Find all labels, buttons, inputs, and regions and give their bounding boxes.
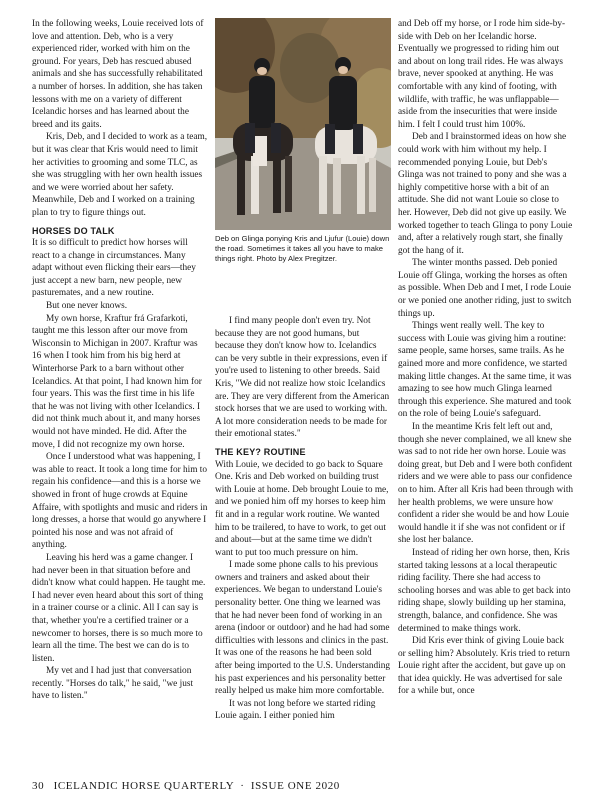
article-column-3: [398, 18, 574, 698]
body-paragraph: Leaving his herd was a game changer. I had never been in that situation before and didn't know what could happen. He taught me. I had never even heard about this sort of thing in a trainer course or a clinic. All I can say is that, whether you're a certified trainer or a newcomer to horses, there is so much more to learn all the time. The best we can do is to listen.: [32, 552, 206, 664]
body-paragraph: I made some phone calls to his previous owners and trainers and asked about their experiences. We began to understand Louie's personality better. One thing we learned was that he had never been fond of working in an arena (indoor or outdoor) and he had had some difficulties with lessons and clinics in the past. It was one of the reasons he had been sold after being imported to the U.S. Understanding his past experiences and his personality better really helped us make him more comfortable.: [215, 560, 391, 697]
body-paragraph: and Deb off my horse, or I rode him side-by-side with Deb on her Icelandic horse. Eventually we progressed to riding him out and about on long trail rides. He was always brave, never spooked at anything. He was comfortable with any kind of footing, with wildlife, with traffic, he was unflappable—aside from the insecurities that were inside him. I felt I could trust him 100%.: [398, 19, 566, 130]
photo-two-riders: [215, 18, 391, 230]
section-heading-horses-do-talk: HORSES DO TALK: [32, 225, 115, 236]
body-paragraph: It was not long before we started riding Louie again. I either ponied him: [215, 698, 376, 722]
article-column-1: [32, 18, 208, 703]
body-paragraph: I find many people don't even try. Not because they are not good humans, but because they don't know how to. Icelandics can be very subtle in their expressions, even if you're used to listening to other breeds. Said Kris, "We did not realize how stoic Icelandics are. They are very different from the American stock horses that we are used to working with. A lot more consideration needs to be made for their emotional states.": [215, 316, 390, 440]
body-paragraph: Things went really well. The key to success with Louie was giving him a routine: same people, same horses, same trails. As he gained more and more confidence, we started making little changes. At the same time, it was amazing to see how much Glinga learned through this experience. She matured and took on the role of being Louie's safeguard.: [398, 321, 572, 420]
body-paragraph: In the meantime Kris felt left out and, though she never complained, we all knew she was sad to not ride her own horse. Louie was doing great, but Deb and I were both confident riders and we were able to pass our confidence on to him. After all Kris had been through with her health problems, we were unsure how confident a rider she would be and how Louie would handle it if she was not confident or if she lost her balance.: [398, 422, 574, 546]
body-paragraph: In the following weeks, Louie received lots of love and attention. Deb, who is a very experienced rider, worked with him on the ground. For years, Deb has rescued abused animals and she has successfully rehabilitated a number of horses. In addition, she has taken lessons with me on a variety of different Icelandic horses and has learned about the breed and its gaits.: [32, 19, 204, 130]
publication-name: ICELANDIC HORSE QUARTERLY: [53, 780, 234, 792]
body-paragraph: Instead of riding her own horse, then, Kris started taking lessons at a local therapeutic riding facility. There she had access to schooling horses and was able to get back into riding shape, slowly building up her stamina, strength, balance, and confidence. She was determined to make things work.: [398, 547, 571, 634]
body-paragraph: Deb and I brainstormed ideas on how she could work with him without my help. I recommended ponying Louie, but Deb's Glinga was not trained to pony and she was a highly competitive horse with a bit of an attitude. She did not want Louie so close to her. However, Deb did not give up easily. We worked together to teach Glinga to pony Louie and, after a relatively rough start, she finally got the hang of it.: [398, 132, 573, 256]
article-column-2-text: [215, 315, 391, 723]
body-paragraph: My own horse, Kraftur frá Grafarkoti, taught me this lesson after our move from Wisconsin to Michigan in 2007. Kraftur was 16 when I took him from his big herd at Winterhorse Park to a barn without other Icelandics. At that point, I had known him for four years. This was the first time in his life that he was not living with other Icelandics. I did not think much about it, and many horses would not have minded. He did. After the move, I did not recognize my own horse.: [32, 313, 202, 450]
body-paragraph: With Louie, we decided to go back to Square One. Kris and Deb worked on building trust with Louie at home. Deb brought Louie to me, and we ponied him off my horses to keep him fit and in a regular work routine. We wanted him to be trailered, to have to work, to get out and about—but at the same time we didn't want to put too much pressure on him.: [215, 459, 389, 558]
body-paragraph: But one never knows.: [46, 301, 128, 312]
issue-label: ISSUE ONE 2020: [250, 780, 340, 792]
footer-separator: ·: [240, 780, 245, 792]
body-paragraph: Once I understood what was happening, I was able to react. It took a long time for him to regain his confidence—and this is a horse we showed in front of huge crowds at Equine Affaire, with spotlights and music and riders in long dresses, a horse that would go anywhere I pointed his nose and was not afraid of anything.: [32, 452, 208, 551]
page-number: 30: [32, 780, 45, 792]
page-footer: [32, 780, 340, 792]
body-paragraph: My vet and I had just that conversation recently. "Horses do talk," he said, "we just have to listen.": [32, 666, 194, 702]
photo-caption: Deb on Glinga ponying Kris and Ljufur (Louie) down the road. Sometimes it takes all you have to make things right. Photo by Alex Pregitzer.: [215, 234, 390, 264]
body-paragraph: It is so difficult to predict how horses will react to a change in circumstances. Many adapt without even flicking their ears—they just accept a new barn, new people, new pasturemates, and a new routine.: [32, 238, 196, 299]
photo-illustration-icon: [215, 18, 391, 230]
body-paragraph: Kris, Deb, and I decided to work as a team, but it was clear that Kris would need to limit her activities to grooming and some TLC, as she was struggling with her own health issues and we were worried about her safety. Meanwhile, Deb and I worked on a training plan to try to figure things out.: [32, 132, 208, 218]
body-paragraph: Did Kris ever think of giving Louie back or selling him? Absolutely. Kris tried to return Louie right after the accident, but gave up on that idea quickly. He was advertised for sale for a while but, once: [398, 636, 570, 697]
body-paragraph: The winter months passed. Deb ponied Louie off Glinga, working the horses as often as possible. When Deb and I met, I rode Louie or we ponied one another riding, just to switch things up.: [398, 258, 572, 319]
section-heading-the-key-routine: THE KEY? ROUTINE: [215, 446, 306, 457]
